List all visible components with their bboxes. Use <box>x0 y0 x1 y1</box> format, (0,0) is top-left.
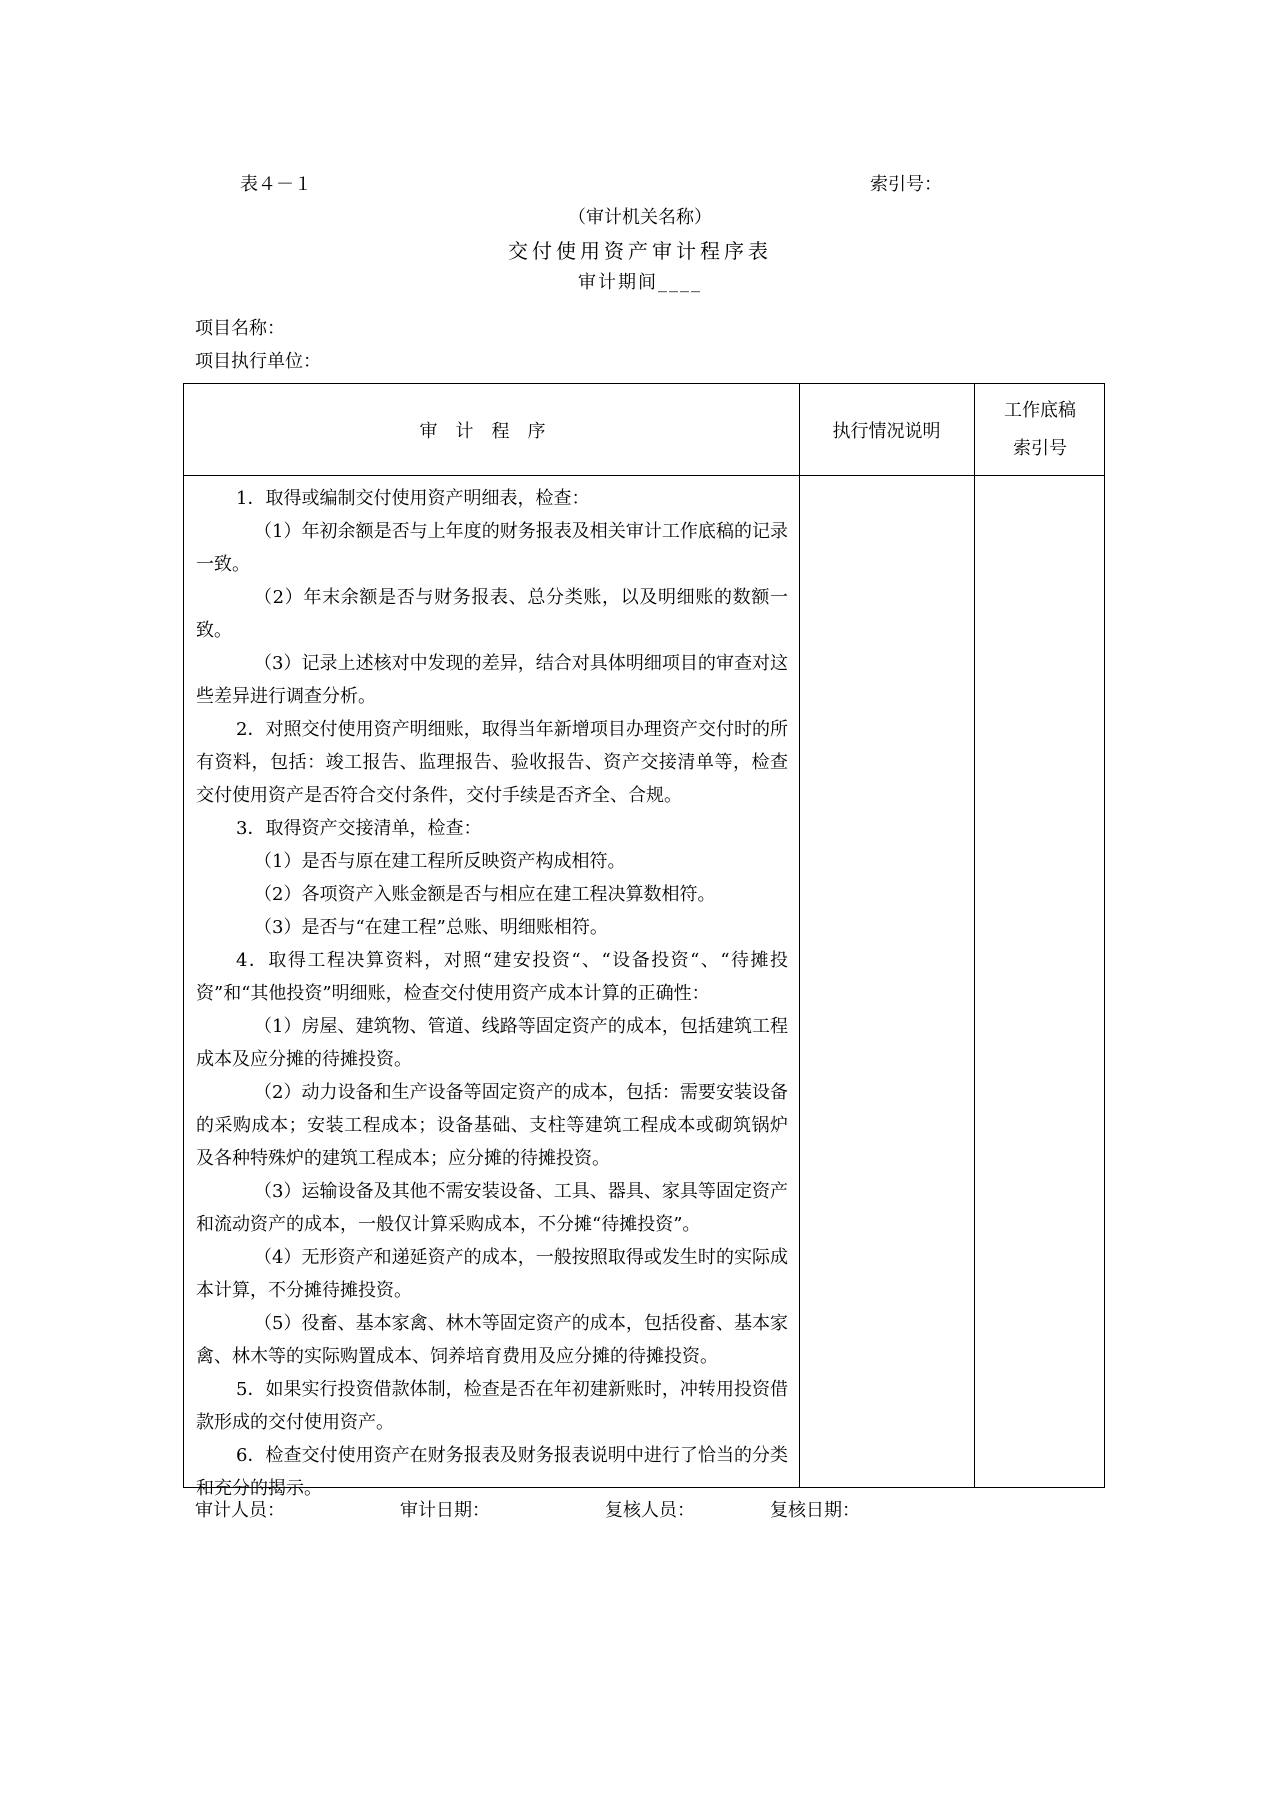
header-workpaper-line1: 工作底稿 <box>1004 399 1076 421</box>
column-divider <box>799 384 800 1487</box>
procedure-item: （3）是否与“在建工程”总账、明细账相符。 <box>254 917 608 938</box>
procedure-item: （3）记录上述核对中发现的差异，结合对具体明细项目的审查对这些差异进行调查分析。 <box>196 653 788 707</box>
table-number: 表４－１ <box>240 174 312 195</box>
procedure-item: （4）无形资产和递延资产的成本，一般按照取得或发生时的实际成本计算，不分摊待摊投资。 <box>196 1247 788 1301</box>
audit-org-name: （审计机关名称） <box>568 207 712 228</box>
footer-reviewer: 复核人员： <box>605 1500 695 1521</box>
procedure-item: （1）房屋、建筑物、管道、线路等固定资产的成本，包括建筑工程成本及应分摊的待摊投资。 <box>196 1016 788 1070</box>
header-divider <box>184 475 1104 476</box>
procedure-item: （2）年末余额是否与财务报表、总分类账，以及明细账的数额一致。 <box>196 587 788 641</box>
procedure-item: （3）运输设备及其他不需安装设备、工具、器具、家具等固定资产和流动资产的成本，一般仅计算采购成本，不分摊“待摊投资”。 <box>196 1181 788 1235</box>
procedure-item: （1）年初余额是否与上年度的财务报表及相关审计工作底稿的记录一致。 <box>196 521 788 575</box>
procedure-item: 6．检查交付使用资产在财务报表及财务报表说明中进行了恰当的分类和充分的揭示。 <box>196 1445 788 1499</box>
header-execution-notes: 执行情况说明 <box>832 420 941 442</box>
procedure-item: 2．对照交付使用资产明细账，取得当年新增项目办理资产交付时的所有资料，包括：竣工报告、监理报告、验收报告、资产交接清单等，检查交付使用资产是否符合交付条件，交付手续是否齐全、合规。 <box>196 719 788 806</box>
project-unit-label: 项目执行单位： <box>195 351 321 372</box>
audit-procedure-table <box>183 383 1105 1499</box>
footer-audit-date: 审计日期： <box>400 1500 490 1521</box>
procedure-item: 5．如果实行投资借款体制，检查是否在年初建新账时，冲转用投资借款形成的交付使用资产。 <box>196 1379 788 1433</box>
procedure-item: （1）是否与原在建工程所反映资产构成相符。 <box>254 851 626 872</box>
column-divider <box>974 384 975 1487</box>
procedure-item: 1．取得或编制交付使用资产明细表，检查： <box>236 488 590 509</box>
project-name-label: 项目名称： <box>195 318 285 339</box>
procedure-item: 4．取得工程决算资料，对照“建安投资“、“设备投资“、“待摊投资”和“其他投资”明细账，检查交付使用资产成本计算的正确性： <box>196 950 788 1004</box>
header-workpaper-index <box>974 384 1106 475</box>
procedure-content <box>196 482 788 1505</box>
footer-auditor: 审计人员： <box>195 1500 285 1521</box>
header-workpaper-line2: 索引号 <box>1013 437 1067 459</box>
index-number-label: 索引号： <box>870 174 942 195</box>
procedure-item: 3．取得资产交接清单，检查： <box>236 818 482 839</box>
procedure-item: （2）各项资产入账金额是否与相应在建工程决算数相符。 <box>254 884 716 905</box>
audit-period: 审计期间____ <box>578 272 702 293</box>
footer-review-date: 复核日期： <box>770 1500 860 1521</box>
procedure-item: （2）动力设备和生产设备等固定资产的成本，包括：需要安装设备的采购成本；安装工程成本；设备基础、支柱等建筑工程成本或砌筑锅炉及各种特殊炉的建筑工程成本；应分摊的待摊投资。 <box>196 1082 788 1169</box>
procedure-item: （5）役畜、基本家禽、林木等固定资产的成本，包括役畜、基本家禽、林木等的实际购置成本、饲养培育费用及应分摊的待摊投资。 <box>196 1313 788 1367</box>
page-title: 交付使用资产审计程序表 <box>508 239 772 263</box>
header-procedure: 审计程序 <box>419 420 564 442</box>
